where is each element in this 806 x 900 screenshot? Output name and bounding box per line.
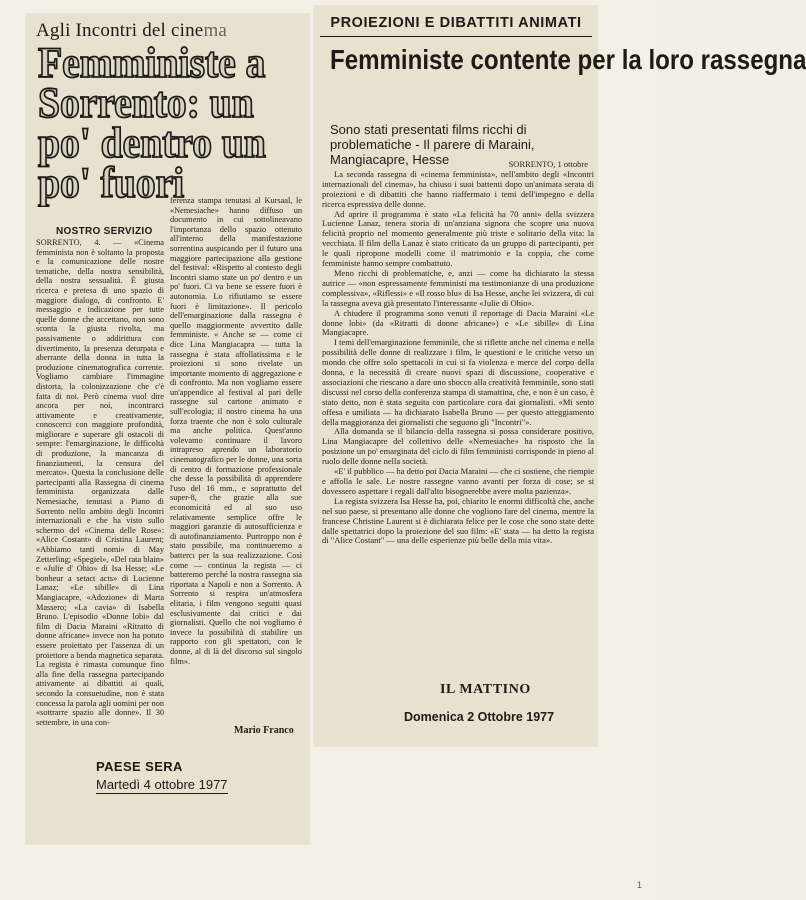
left-kicker-faded: ma <box>203 20 228 41</box>
right-paragraph: La regista svizzera Isa Hesse ha, poi, chiarito le enormi difficoltà che, anche nel suo paese, si presentano alle donne che vogliono fare del cinema, mentre la francese Christine Laurent si è dichiarata felice per le cose che sono state dette dalle spettatrici dopo la proiezione del suo film: «E' stata — ha detto la regista di "Alice Costant" — una delle esperienze più belle della mia vita». <box>322 495 594 546</box>
right-paragraph: Ad aprire il programma è stato «La felicità ha 70 anni» della svizzera Lucienne Lanaz, tenera storia di un'anziana signora che scopre una nuova felicità proprio nel momento generalmente più triste e solitario della vita: la vecchiata. Il film della Lanaz è stato criticato da un gruppo di partecipanti, per le quali ripropone modelli come il matrimonio e la coppia, che come femministe hanno sempre combattuto. <box>322 208 594 269</box>
left-column-2-text: ferenza stampa tenutasi al Kursaal, le «Nemesiache» hanno diffuso un documento in cui sottolineavano l'importanza dello spazio ottenuto all'interno della manifestazione sorrentina auspicando per il futuro una maggiore partecipazione alla gestione del festival: «Rispetto al contesto degli Incontri siamo state un po' dentro e un po' fuori. Ci va bene se essere fuori è autonomia. Lo rifiutiamo se essere fuori è limitazione». Il pericolo dell'emarginazione dalla rassegna è quello maggiormente avvertito dalle femministe. « Anche se — come ci dice Lina Mangiacapra — tutta la rassegna è stata affollatissima e le proiezioni si sono rivelate un importante momento di aggregazione e di confronto. Ma non vogliamo essere un'appendice al festival al pari delle rassegne sul cartone animato e sull'ecologia; il nostro cinema ha una forza traente che non è solo culturale ma anche politica. Quest'anno volevamo continuare il lavoro intrapreso aprendo un laboratorio cinematografico per le donne, una sorta di centro di formazione professionale che desse la possibilità di apprendere l'uso del 16 mm., e soprattutto del super-8, che grazie alla sue economicità ed al suo uso relativamente semplice offre le maggiori garanzie di autosufficienza e di autofinanziamento. Purtroppo non è stato possibile, ma continueremo a battercı per la sua realizzazione. Così come — continua la regista — ci batteremo perché la nostra rassegna sia riportata a Napoli e non a Sorrento. A Sorrento si respira un'atmosfera elitaria, i film vengono seguiti quasi esclusivamente dai critici e dai giornalisti. Quello che noi vogliamo è invece la possibilità di stabilire un rapporto con gli spettatori, con le donne, al di là del discorso sul singolo film». <box>170 196 302 666</box>
right-column <box>322 160 594 660</box>
page-number: 1 <box>637 880 643 890</box>
right-dateline: SORRENTO, 1 ottobre <box>508 159 588 169</box>
right-paragraph: «E' il pubblico — ha detto poi Dacia Maraini — che ci sostiene, che riempie e affolla le sale. Le nostre rassegne vanno avanti per forza di cose; se si dovessero aspettare i regali dall'alto bisognerebbe avere molta pazienza». <box>322 466 594 496</box>
right-headline-text: Femministe contente per la loro rassegna <box>330 44 806 75</box>
left-headline: Femministe a Sorrento: un po' dentro un po' fuori <box>38 40 266 207</box>
right-paragraph: Alla domanda se il bilancio della rassegna si possa considerare positivo, Lina Mangiacapre del collettivo delle «Nemesiache» ha risposto che la posizione un po' emarginata del ciclo di film femministi corrisponde in pieno al ruolo delle donne nella società. <box>322 426 594 467</box>
right-paper-name: IL MATTINO <box>440 682 531 697</box>
left-paper-date: Martedì 4 ottobre 1977 <box>96 777 228 792</box>
left-column-1 <box>36 238 164 798</box>
right-paragraph: I temi dell'emarginazione femminile, che si riflette anche nel cinema e nella possibilità delle donne di realizzare i film, le questioni e le critiche verso un mondo che offre solo spettacoli in cui si fa violenza e merce del corpo della donna, e la necessità di creare nuovi spazi di discussione, cooperative e associazioni che riescano a dare uno sbocco alla creatività femminile, sono stati discussi nel corso della conferenza stampa di stamattina, che, e non è un caso, è stato detto, non è stata seguita con particolare cura dai giornalisti. «Mi sento offesa e umiliata — ha dichiarato Isabella Bruno — per questo atteggiamento della maggioranza dei giornalisti che seguono gli "Incontri"». <box>322 337 594 427</box>
right-paragraph: Meno ricchi di problematiche, e, anzi — come ha dichiarato la stessa autrice — «non espressamente femministi ma testimonianze di una produzione complessiva», «Riflessi» e «Il rosso blu» di Isa Hesse, anche lei svizzera, di cui la rassegna aveva già presentato l'interessante «Julie di Ohio». <box>322 267 594 308</box>
left-column-2 <box>170 196 302 721</box>
left-kicker-text: Agli Incontri del cine <box>36 20 204 41</box>
right-paragraph: La seconda rassegna di «cinema femminista», nell'ambito degli «Incontri internazionali del cinema», ha chiuso i suoi battenti dopo un'animata serata di proiezioni e di dibattiti che hanno riaffermato i temi dell'impegno e della ricerca espressiva delle donne. <box>322 168 594 209</box>
left-signature: Mario Franco <box>234 725 294 736</box>
right-paper-date: Domenica 2 Ottobre 1977 <box>404 710 555 724</box>
left-column-1-text: SORRENTO, 4. — «Cinema femminista non è soltanto la proposta e la comunicazione delle nostre tematiche, della nostra sensibilità, della nostra sessualità. È giusta ricerca e pretesa di uno spazio di maggiore dialogo, di confronto. E' messaggio e indicazione per tutte quelle donne che accettano, non sono sconta la giusta rivolta, ma passivamente o addirittura con divertimento, la presenza deturpata e aberrante della donna in tutta la produzione cinematografica corrente. Vogliamo cambiare l'immagine distorta, la colonizzazione che c'è fatta di noi. Però cinema vuol dire ancora per noi, incontrarci attivamente e creativamente, conoscerci con maggiore profondità, migliorare e superare gli ostacoli di sempre: l'emarginazione, le difficoltà di produzione, la mancanza di finanziamenti, la censura del mercato». Questa la conclusione delle partecipanti alla Rassegna di cinema femminista organizzata dalle Nemesiache, tenutasi a Piano di Sorrento nello ambito degli Incontri internazionali e che ha visto sullo schermo del «Cinema delle Rose»: «Alice Costant» di Cristina Laurent; «Abbiamo tanti nomi» di May Zetterling; «Spegiel», «Del rata blain» e «Julie d' Ohio» di Isa Hesse; «Le bonheur a setact acts» di Lucienne Lanaz; «Le sibille» di Lina Mangiacapre, «Adozione» di Marta Massero; «La cavia» di Isabella Bruno. L'episodio «Donne lobi» dal film di Dacia Maraini «Ritratto di donne africane» invece non ha potuto essere proiettato per l'assenza di un proiettore a benda magnetica separata. La regista è rimasta comunque fino alla fine della rassegna partecipando attivamente ai dibattiti ai quali, secondo la consuetudine, non è stata concessa la parola agli uomini per non «sottrarre spazio alle donne». Il 30 settembre, in una con- <box>36 238 164 727</box>
right-section-title: PROIEZIONI E DIBATTITI ANIMATI <box>320 10 592 37</box>
right-headline <box>330 44 806 75</box>
left-byline: NOSTRO SERVIZIO <box>56 226 153 237</box>
left-kicker <box>36 20 227 42</box>
right-subheadline: Sono stati presentati films ricchi di problematiche - Il parere di Maraini, Mangiacapre, Hesse <box>330 122 535 167</box>
left-paper-name: PAESE SERA <box>96 759 183 774</box>
right-paragraph: A chiudere il programma sono venuti il reportage di Dacia Maraini «Le donne lobi» (da «Ritratti di donne africane») e «Le sibille» di Lina Mangiacapre. <box>322 307 594 338</box>
